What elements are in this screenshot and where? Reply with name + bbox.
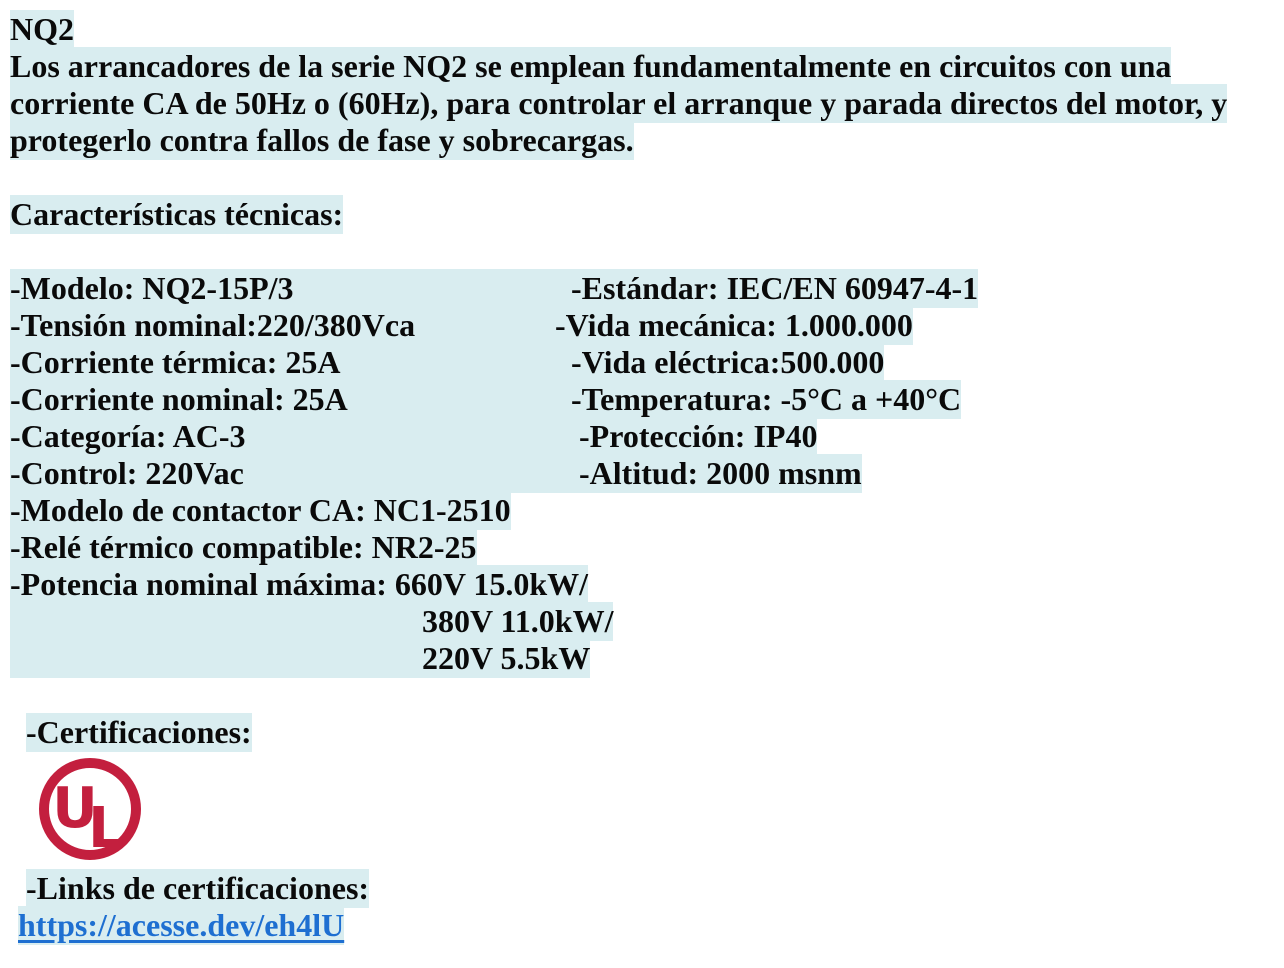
ul-logo-row (10, 751, 1284, 870)
spec-potencia-maxima: -Potencia nominal máxima: 660V 15.0kW/ (10, 566, 589, 602)
power-continuation-line (10, 603, 1284, 640)
spec-row (10, 307, 1284, 344)
power-220v: 220V 5.5kW (10, 639, 590, 678)
ul-logo-letter-u: U (52, 776, 98, 841)
links-label-line (10, 870, 1284, 907)
spec-row (10, 344, 1284, 381)
intro-text-3: protegerlo contra fallos de fase y sobrecargas. (10, 122, 634, 158)
power-continuation-line (10, 640, 1284, 677)
intro-text-1: Los arrancadores de la serie NQ2 se emplean fundamentalmente en circuitos con una (10, 48, 1172, 84)
certifications-label: -Certificaciones: (26, 714, 252, 750)
spec-right-altitud: -Altitud: 2000 msnm (555, 455, 862, 491)
blank-line (10, 233, 1284, 270)
spec-row (10, 529, 1284, 566)
spec-row (10, 455, 1284, 492)
spec-right-vida-mecanica: -Vida mecánica: 1.000.000 (555, 307, 913, 343)
power-380v: 380V 11.0kW/ (10, 602, 613, 641)
section-heading-line (10, 196, 1284, 233)
title-line (10, 11, 1284, 48)
spec-contactor: -Modelo de contactor CA: NC1-2510 (10, 492, 511, 528)
spec-row (10, 270, 1284, 307)
ul-certification-logo-icon (34, 753, 146, 865)
link-line (10, 907, 1284, 944)
intro-line (10, 122, 1284, 159)
intro-line (10, 48, 1284, 85)
blank-line (10, 677, 1284, 714)
spec-row (10, 566, 1284, 603)
spec-right-proteccion: -Protección: IP40 (555, 418, 818, 454)
certification-link[interactable]: https://acesse.dev/eh4lU (18, 907, 345, 943)
spec-row (10, 492, 1284, 529)
spec-right-temperatura: -Temperatura: -5°C a +40°C (555, 381, 962, 417)
product-title: NQ2 (10, 11, 74, 47)
spec-left-corriente-nominal: -Corriente nominal: 25A (10, 381, 348, 417)
spec-left-corriente-termica: -Corriente térmica: 25A (10, 344, 341, 380)
spec-rele-termico: -Relé térmico compatible: NR2-25 (10, 529, 477, 565)
spec-left-control: -Control: 220Vac (10, 455, 244, 491)
section-heading: Características técnicas: (10, 196, 344, 232)
intro-text-2: corriente CA de 50Hz o (60Hz), para controlar el arranque y parada directos del motor, y (10, 85, 1228, 121)
spec-row (10, 381, 1284, 418)
ul-logo-letter-l: L (88, 796, 124, 861)
spec-left-tension: -Tensión nominal:220/380Vca (10, 307, 416, 343)
spec-left-modelo: -Modelo: NQ2-15P/3 (10, 270, 294, 306)
spec-right-estandar: -Estándar: IEC/EN 60947-4-1 (555, 270, 979, 306)
spec-right-vida-electrica: -Vida eléctrica:500.000 (555, 344, 885, 380)
spec-left-categoria: -Categoría: AC-3 (10, 418, 246, 454)
spec-row (10, 418, 1284, 455)
links-label: -Links de certificaciones: (26, 870, 370, 906)
blank-line (10, 159, 1284, 196)
certifications-line (10, 714, 1284, 751)
intro-line (10, 85, 1284, 122)
